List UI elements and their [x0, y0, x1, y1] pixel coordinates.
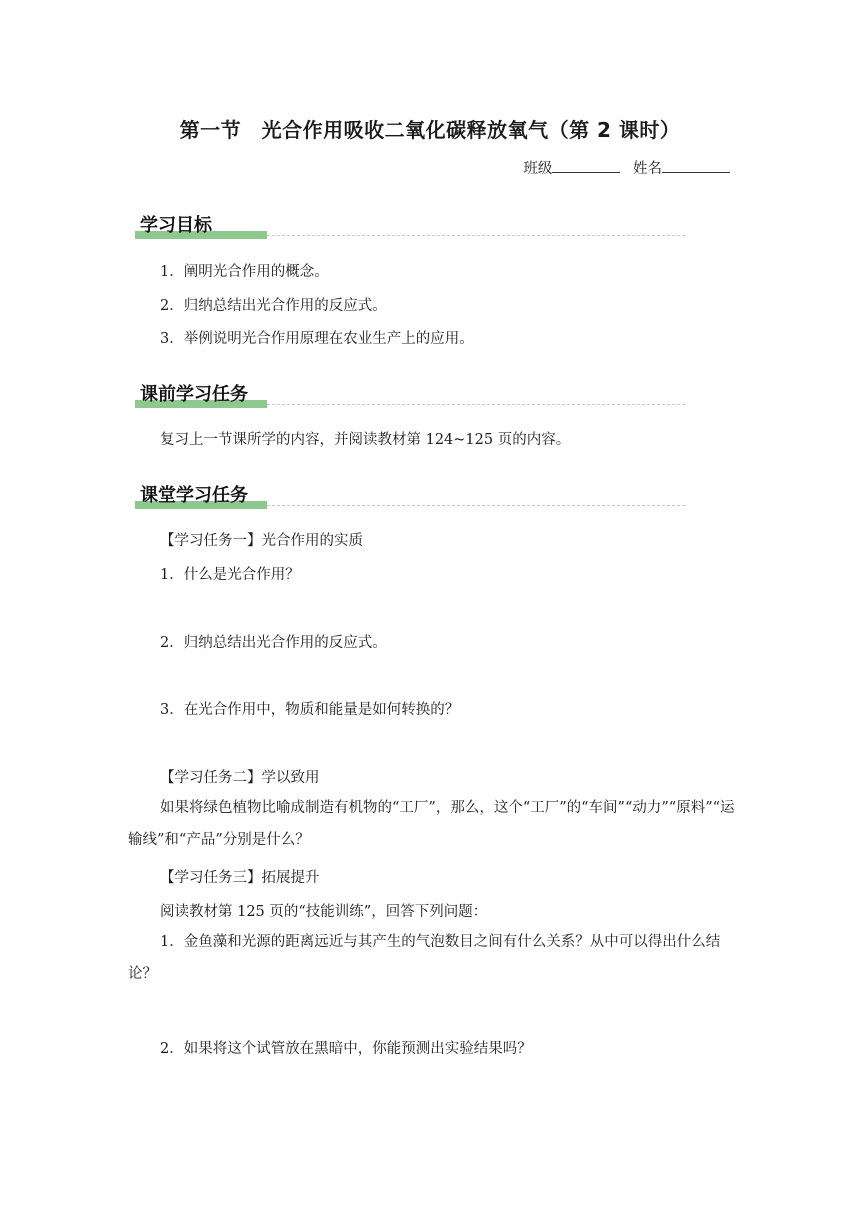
- task3-question-1: 1．金鱼藻和光源的距离远近与其产生的气泡数目之间有什么关系？从中可以得出什么结论？: [128, 934, 721, 982]
- task3-heading: 【学习任务三】拓展提升: [160, 870, 320, 886]
- name-blank[interactable]: [662, 158, 730, 173]
- section-header-pre: [135, 380, 685, 414]
- section-divider: [267, 505, 685, 506]
- class-label: 班级: [523, 161, 553, 177]
- section-header-goals: [135, 211, 685, 245]
- task2-text: 如果将绿色植物比喻成制造有机物的“工厂”，那么，这个“工厂”的“车间”“动力”“原料”“运输线”和“产品”分别是什么？: [128, 800, 735, 848]
- task1-question-2: 2．归纳总结出光合作用的反应式。: [160, 635, 387, 651]
- section-divider: [267, 404, 685, 405]
- class-name-line: [523, 157, 730, 178]
- goal-item-1: 1．阐明光合作用的概念。: [160, 264, 329, 280]
- name-label: 姓名: [633, 161, 662, 177]
- task1-question-1: 1．什么是光合作用？: [160, 567, 300, 583]
- task1-heading: 【学习任务一】光合作用的实质: [160, 533, 363, 549]
- section-title-pre: 课前学习任务: [140, 384, 248, 405]
- pre-task-text: 复习上一节课所学的内容，并阅读教材第 124~125 页的内容。: [160, 432, 571, 448]
- section-divider: [267, 235, 685, 236]
- section-header-class: [135, 481, 685, 515]
- page-title: 第一节 光合作用吸收二氧化碳释放氧气（第 2 课时）: [179, 118, 681, 142]
- task3-question-2: 2．如果将这个试管放在黑暗中，你能预测出实验结果吗？: [160, 1041, 532, 1057]
- task1-question-3: 3．在光合作用中，物质和能量是如何转换的？: [160, 702, 460, 718]
- class-blank[interactable]: [552, 158, 620, 173]
- goal-item-3: 3．举例说明光合作用原理在农业生产上的应用。: [160, 331, 474, 347]
- task2-heading: 【学习任务二】学以致用: [160, 770, 320, 786]
- section-title-goals: 学习目标: [140, 215, 212, 236]
- task3-intro: 阅读教材第 125 页的“技能训练”，回答下列问题：: [160, 904, 488, 920]
- section-title-class: 课堂学习任务: [140, 485, 248, 506]
- goal-item-2: 2．归纳总结出光合作用的反应式。: [160, 298, 387, 314]
